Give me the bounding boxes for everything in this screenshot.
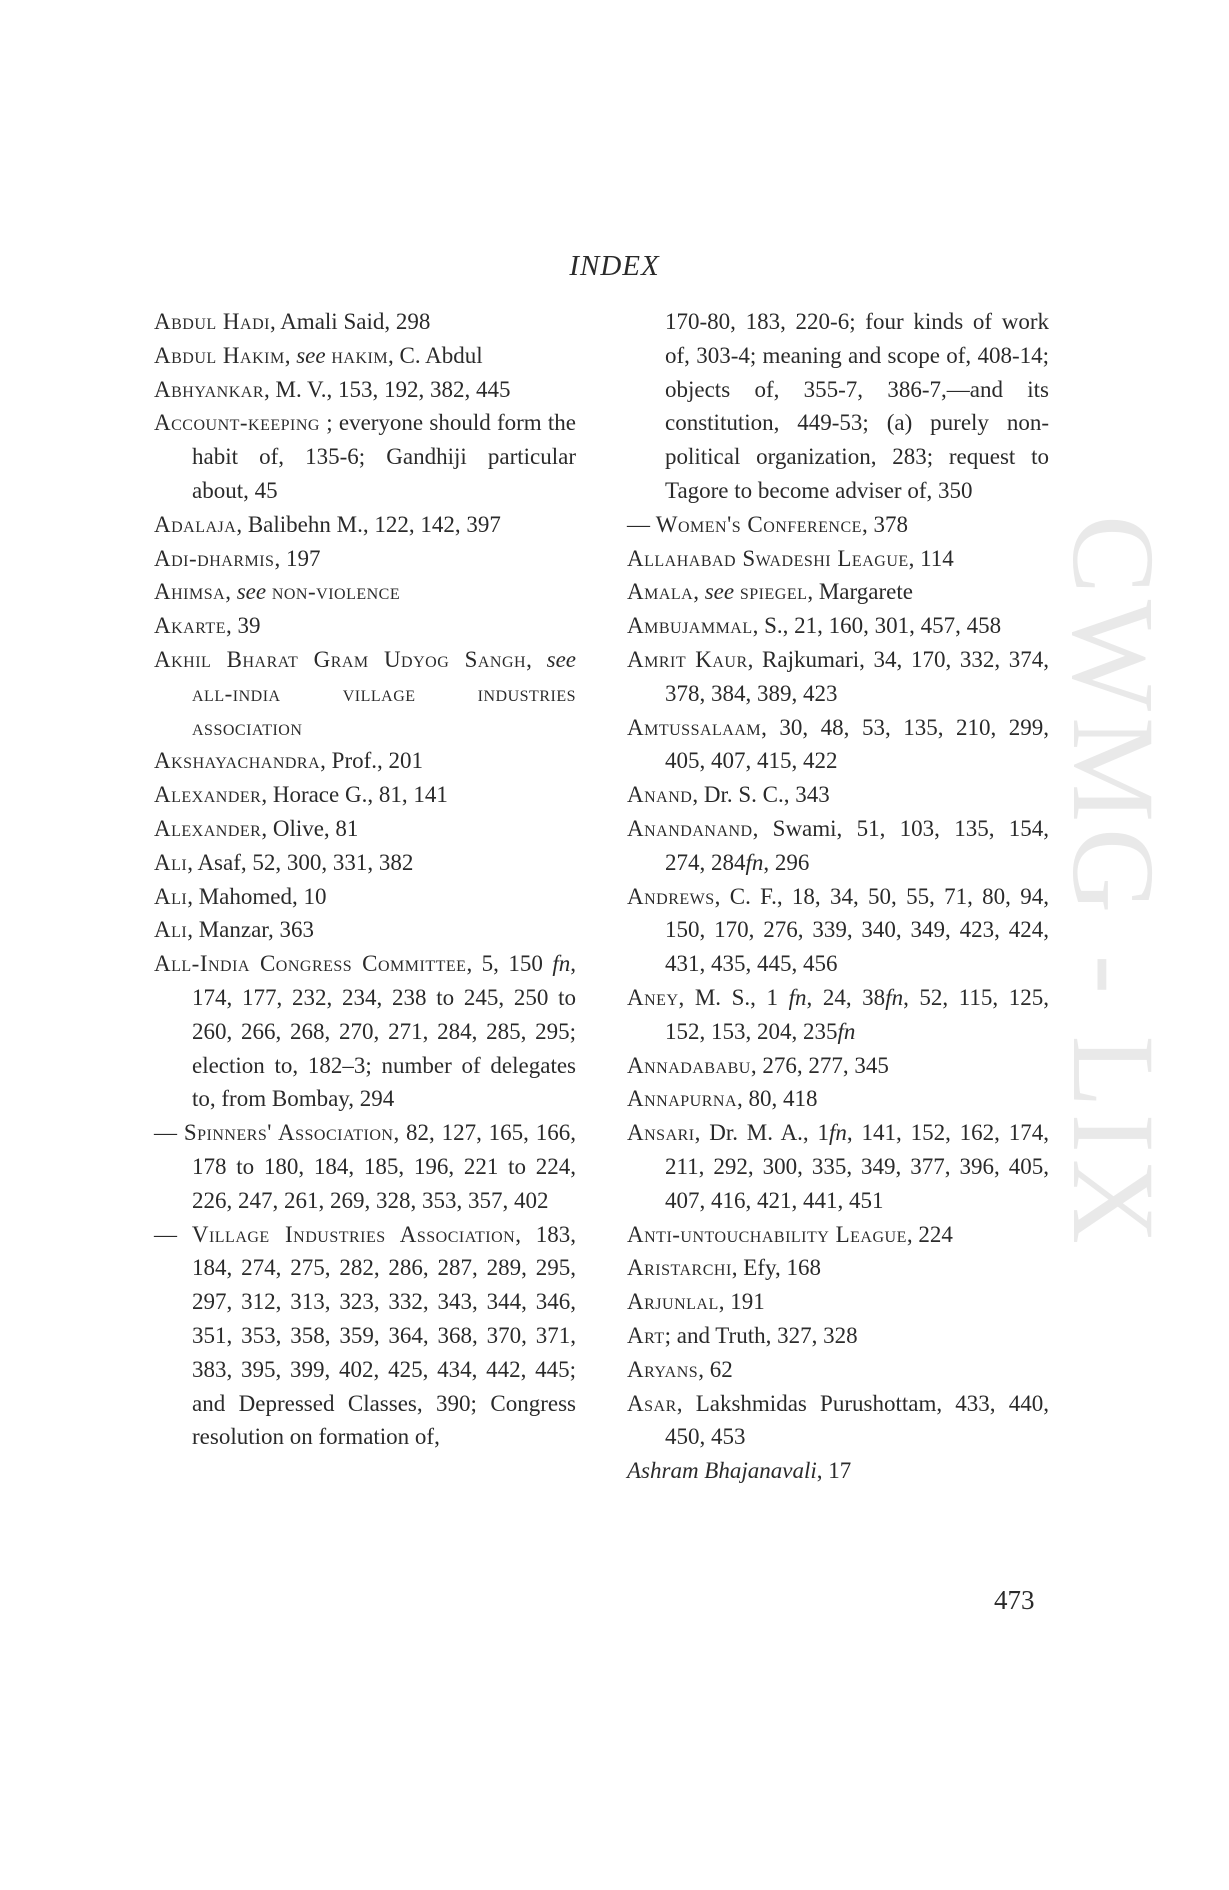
index-entry — [627, 778, 1049, 812]
entry-heading: Annadababu — [627, 1052, 751, 1078]
entry-text: , 17 — [816, 1458, 852, 1484]
entry-text: , Margarete — [807, 579, 913, 605]
index-entry — [627, 880, 1049, 981]
entry-text: , M. V., 153, 192, 382, 445 — [264, 376, 511, 402]
entry-heading: Adalaja — [154, 511, 237, 537]
entry-text: , 30, 48, 53, 135, 210, 299, 405, 407, 415, 422 — [665, 714, 1049, 774]
index-entry — [627, 575, 1049, 609]
entry-text: — — [627, 511, 656, 537]
entry-text: , 62 — [698, 1356, 733, 1382]
entry-heading: Spinners' Association — [183, 1120, 394, 1146]
entry-text: , 191 — [718, 1289, 765, 1315]
entry-heading: Village Industries Association — [191, 1221, 516, 1247]
entry-heading: non-violence — [271, 579, 401, 605]
entry-heading: Amtussalaam — [627, 714, 762, 740]
entry-text: , — [284, 342, 297, 368]
index-entry — [627, 1319, 1049, 1353]
index-entry — [627, 1353, 1049, 1387]
entry-text: , — [225, 579, 237, 605]
entry-italic-text: fn — [829, 1120, 847, 1146]
entry-text: , — [693, 579, 705, 605]
index-entry — [154, 812, 576, 846]
index-entry — [627, 1049, 1049, 1083]
page-title: INDEX — [569, 250, 660, 282]
entry-heading: all-india village industries association — [192, 680, 576, 740]
index-entry — [627, 711, 1049, 779]
entry-heading: spiegel — [739, 579, 808, 605]
entry-text: , Swami, 51, 103, 135, 154, 274, 284 — [665, 815, 1049, 875]
entry-text: , 224 — [906, 1221, 953, 1247]
index-entry — [154, 508, 576, 542]
entry-italic-text: fn — [788, 984, 807, 1010]
entry-text: ; everyone should form the habit of, 135-6; Gandhiji particular about, 45 — [192, 410, 576, 503]
entry-text: , Lakshmidas Purushottam, 433, 440, 450, 453 — [665, 1390, 1049, 1450]
index-column-right — [627, 305, 1049, 1488]
entry-italic-text: fn — [552, 951, 571, 977]
entry-heading: Ahimsa — [154, 579, 226, 605]
entry-heading: Ali — [154, 917, 188, 943]
entry-text: , Mahomed, 10 — [187, 883, 327, 909]
entry-heading: Women's Conference — [655, 511, 862, 537]
entry-heading: All-India Congress Committee — [154, 951, 467, 977]
entry-heading: Ali — [154, 883, 188, 909]
entry-heading: Ansari — [627, 1120, 695, 1146]
entry-text: — — [154, 1221, 192, 1247]
index-entry — [154, 542, 576, 576]
entry-heading: Anand — [627, 782, 693, 808]
entry-heading: Abdul Hakim — [154, 342, 285, 368]
entry-text: , Amali Said, 298 — [269, 309, 431, 334]
entry-text: , 52, 115, 125, 152, 153, 204, 235 — [665, 984, 1049, 1044]
index-entry — [627, 542, 1049, 576]
entry-text: — — [154, 1120, 184, 1146]
entry-heading: Asar — [627, 1390, 677, 1416]
entry-heading: Akarte — [154, 613, 226, 639]
index-entry — [154, 913, 576, 947]
index-entry — [627, 1116, 1049, 1217]
entry-text: , Dr. S. C., 343 — [692, 782, 830, 808]
entry-text: ; and Truth, 327, 328 — [664, 1322, 858, 1348]
entry-heading: Aristarchi — [627, 1255, 732, 1281]
index-entry — [154, 575, 576, 609]
entry-text: , S., 21, 160, 301, 457, 458 — [752, 613, 1002, 639]
entry-text: , 378 — [861, 511, 908, 537]
index-entry — [627, 643, 1049, 711]
entry-text: , Balibehn M., 122, 142, 397 — [236, 511, 501, 537]
index-column-left — [154, 305, 576, 1454]
index-entry — [627, 609, 1049, 643]
entry-italic-text: see — [296, 342, 326, 368]
entry-heading: Aryans — [627, 1356, 699, 1382]
index-entry — [154, 339, 576, 373]
index-entry — [154, 643, 576, 744]
entry-heading: Amrit Kaur — [627, 646, 748, 672]
entry-text: , 183, 184, 274, 275, 282, 286, 287, 289, 295, 297, 312, 313, 323, 332, 343, 344, 346, 351, 353, 358, 359, 364, 368, 370, 371, 383, 395, 399, 402, 425, 434, 442, 445; and Depressed Classes, 390; Congress resolution on formation of, — [192, 1221, 577, 1450]
index-entry — [154, 373, 576, 407]
entry-text: , C. Abdul — [388, 342, 483, 368]
entry-heading: Alexander — [154, 815, 262, 841]
entry-text: 170-80, 183, 220-6; four kinds of work of, 303-4; meaning and scope of, 408-14; objects of, 355-7, 386-7,—and its constitution, 449-53; (a) purely non-political organization, 283; request to Tagore to become adviser of, 350 — [665, 309, 1049, 503]
entry-heading: Ali — [154, 849, 188, 875]
entry-heading: Account-keeping — [154, 410, 320, 436]
entry-italic-text: see — [236, 579, 267, 605]
entry-text: , 114 — [908, 545, 954, 571]
index-entry — [154, 406, 576, 507]
entry-text: , 39 — [225, 613, 261, 639]
index-entry — [627, 1387, 1049, 1455]
entry-text: , Efy, 168 — [731, 1255, 822, 1281]
entry-text: , 5, 150 — [466, 951, 553, 977]
entry-italic-text: fn — [837, 1018, 856, 1044]
entry-text: , — [526, 646, 547, 672]
entry-text: , 197 — [274, 545, 321, 571]
entry-text: , 276, 277, 345 — [750, 1052, 889, 1078]
index-entry — [154, 880, 576, 914]
entry-italic-text: Ashram Bhajanavali — [627, 1458, 817, 1484]
entry-text: , Prof., 201 — [320, 748, 424, 774]
entry-heading: Andrews — [627, 883, 715, 909]
entry-italic-text: see — [704, 579, 735, 605]
entry-text: , M. S., 1 — [678, 984, 789, 1010]
index-entry — [154, 778, 576, 812]
index-entry — [627, 1285, 1049, 1319]
entry-heading: Annapurna — [627, 1086, 738, 1112]
entry-text: , 82, 127, 165, 166, 178 to 180, 184, 185, 196, 221 to 224, 226, 247, 261, 269, 328, 353, 357, 402 — [192, 1120, 576, 1213]
entry-heading: Akshayachandra — [154, 748, 321, 774]
entry-text: , Olive, 81 — [261, 815, 359, 841]
entry-heading: Abdul Hadi — [154, 309, 270, 334]
entry-italic-text: see — [546, 646, 576, 672]
index-entry — [154, 846, 576, 880]
entry-heading: Akhil Bharat Gram Udyog Sangh — [154, 646, 527, 672]
index-entry — [154, 744, 576, 778]
index-entry — [627, 1251, 1049, 1285]
entry-text: , 24, 38 — [806, 984, 886, 1010]
entry-heading: Ambujammal — [627, 613, 753, 639]
entry-text: , Asaf, 52, 300, 331, 382 — [187, 849, 414, 875]
entry-heading: Allahabad Swadeshi League — [627, 545, 909, 571]
index-subentry — [154, 1218, 576, 1455]
entry-heading: Adi-dharmis — [154, 545, 275, 571]
entry-heading: Alexander — [154, 782, 262, 808]
entry-heading: Amala — [627, 579, 694, 605]
entry-text: , Manzar, 363 — [187, 917, 315, 943]
index-entry — [627, 981, 1049, 1049]
entry-heading: Abhyankar — [154, 376, 265, 402]
entry-heading: Anti-untouchability League — [627, 1221, 907, 1247]
entry-text: , 80, 418 — [737, 1086, 818, 1112]
entry-text: , 296 — [763, 849, 810, 875]
entry-text: , 141, 152, 162, 174, 211, 292, 300, 335, 349, 377, 396, 405, 407, 416, 421, 441, 451 — [665, 1120, 1049, 1213]
index-entry — [627, 812, 1049, 880]
page-number: 473 — [994, 1585, 1035, 1615]
index-entry — [154, 947, 576, 1116]
index-entry — [154, 609, 576, 643]
entry-italic-text: fn — [745, 849, 764, 875]
index-subentry — [154, 1116, 576, 1217]
watermark: CWMG - LIX — [1048, 515, 1179, 1251]
index-entry — [627, 1454, 1049, 1488]
index-entry — [627, 1218, 1049, 1252]
index-entry-continuation — [627, 305, 1049, 508]
entry-heading: hakim — [331, 342, 389, 368]
entry-text: , Horace G., 81, 141 — [261, 782, 448, 808]
entry-text: , Rajkumari, 34, 170, 332, 374, 378, 384, 389, 423 — [665, 646, 1049, 706]
entry-heading: Arjunlal — [627, 1289, 719, 1315]
entry-text: , 174, 177, 232, 234, 238 to 245, 250 to 260, 266, 268, 270, 271, 284, 285, 295; election to, 182–3; number of delegates to, from Bombay, 294 — [192, 951, 576, 1112]
index-entry — [627, 1082, 1049, 1116]
entry-heading: Art — [627, 1322, 665, 1348]
entry-italic-text: fn — [885, 984, 904, 1010]
entry-text: , C. F., 18, 34, 50, 55, 71, 80, 94, 150, 170, 276, 339, 340, 349, 423, 424, 431, 435, 445, 456 — [665, 883, 1049, 977]
entry-heading: Anandanand — [627, 815, 753, 841]
index-entry — [154, 305, 576, 339]
index-subentry — [627, 508, 1049, 542]
entry-heading: Aney — [627, 984, 679, 1010]
entry-text: , Dr. M. A., 1 — [694, 1120, 830, 1146]
